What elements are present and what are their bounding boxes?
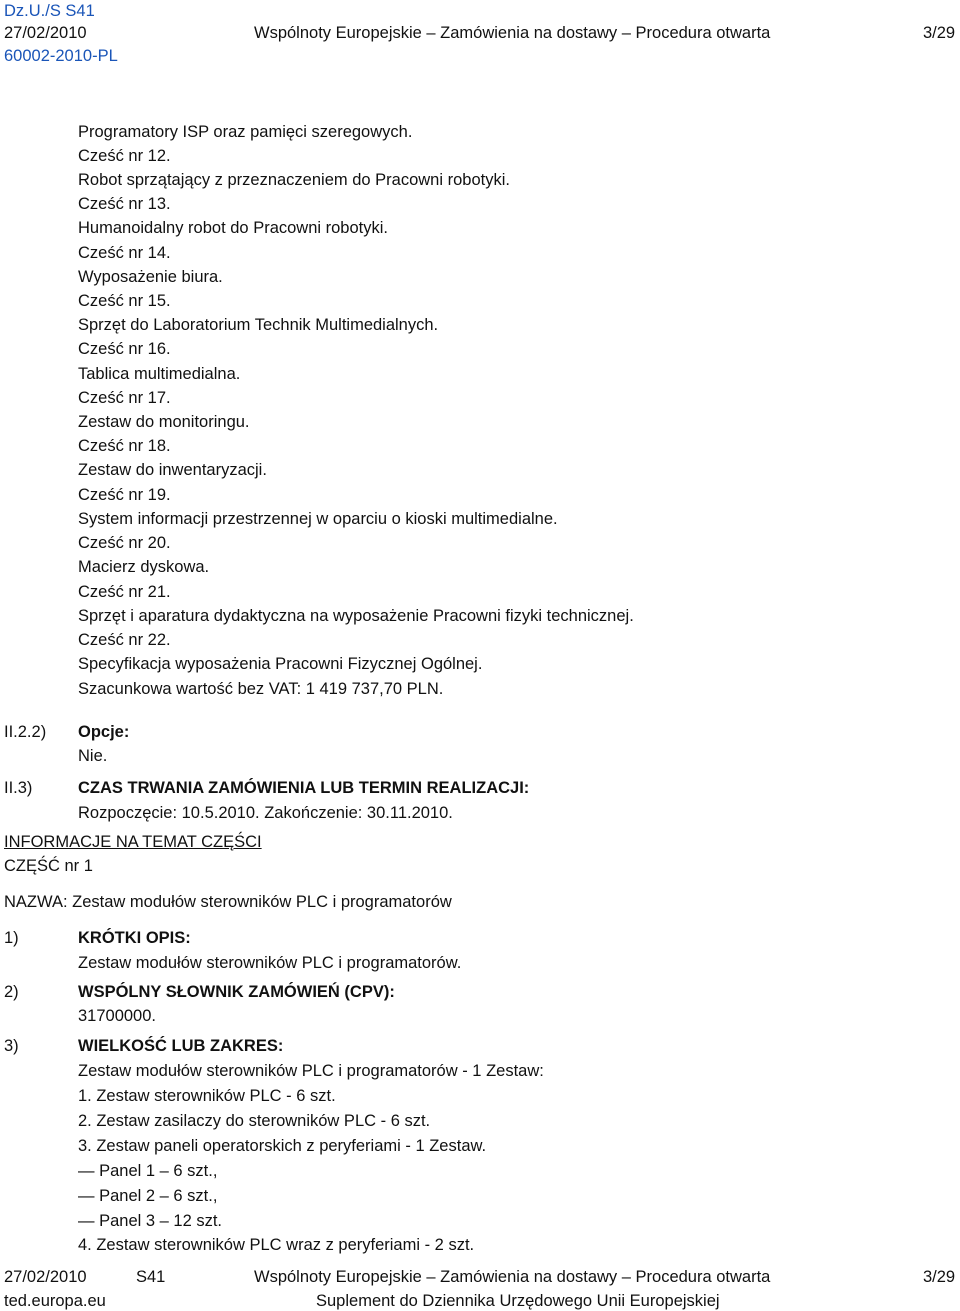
section-number-options: II.2.2) <box>4 723 47 741</box>
scope-line: 2. Zestaw zasilaczy do sterowników PLC - 6 szt. <box>78 1112 431 1130</box>
footer-title: Wspólnoty Europejskie – Zamówienia na dostawy – Procedura otwarta <box>254 1268 771 1286</box>
short-description-label: KRÓTKI OPIS: <box>78 929 191 947</box>
list-line: Cześć nr 12. <box>78 147 171 165</box>
notice-id-link[interactable]: 60002-2010-PL <box>4 47 118 65</box>
list-line: Cześć nr 16. <box>78 340 171 358</box>
list-line: Cześć nr 14. <box>78 244 171 262</box>
list-line: Cześć nr 17. <box>78 389 171 407</box>
list-line: Cześć nr 22. <box>78 631 171 649</box>
list-line: Programatory ISP oraz pamięci szeregowych. <box>78 123 413 141</box>
list-line: Zestaw do inwentaryzacji. <box>78 461 267 479</box>
footer-series: S41 <box>136 1268 166 1286</box>
scope-line: 1. Zestaw sterowników PLC - 6 szt. <box>78 1087 336 1105</box>
list-line: Robot sprzątający z przeznaczeniem do Pracowni robotyki. <box>78 171 510 189</box>
estimated-value: Szacunkowa wartość bez VAT: 1 419 737,70 PLN. <box>78 680 444 698</box>
list-line: Tablica multimedialna. <box>78 365 241 383</box>
scope-value: Zestaw modułów sterowników PLC i programatorów - 1 Zestaw: <box>78 1062 544 1080</box>
cpv-value: 31700000. <box>78 1007 156 1025</box>
lot-number: CZĘŚĆ nr 1 <box>4 857 93 875</box>
header-title: Wspólnoty Europejskie – Zamówienia na dostawy – Procedura otwarta <box>254 24 771 42</box>
list-line: Sprzęt do Laboratorium Technik Multimedialnych. <box>78 316 439 334</box>
journal-ref-link[interactable]: Dz.U./S S41 <box>4 2 95 20</box>
options-value: Nie. <box>78 747 108 765</box>
list-line: Wyposażenie biura. <box>78 268 223 286</box>
list-line: Zestaw do monitoringu. <box>78 413 250 431</box>
duration-value: Rozpoczęcie: 10.5.2010. Zakończenie: 30.11.2010. <box>78 804 453 822</box>
list-line: Cześć nr 15. <box>78 292 171 310</box>
scope-line: 3. Zestaw paneli operatorskich z peryferiami - 1 Zestaw. <box>78 1137 487 1155</box>
list-line: Cześć nr 21. <box>78 583 171 601</box>
lots-heading: INFORMACJE NA TEMAT CZĘŚCI <box>4 833 262 851</box>
header-date: 27/02/2010 <box>4 24 87 42</box>
section-number-duration: II.3) <box>4 779 33 797</box>
list-line: Cześć nr 20. <box>78 534 171 552</box>
duration-label: CZAS TRWANIA ZAMÓWIENIA LUB TERMIN REALIZACJI: <box>78 779 530 797</box>
scope-subline: — Panel 3 – 12 szt. <box>78 1212 222 1230</box>
options-label: Opcje: <box>78 723 130 741</box>
list-line: Cześć nr 13. <box>78 195 171 213</box>
item-number: 2) <box>4 983 19 1001</box>
footer-site: ted.europa.eu <box>4 1292 106 1310</box>
header-page-number: 3/29 <box>923 24 956 42</box>
list-line: Cześć nr 18. <box>78 437 171 455</box>
scope-subline: — Panel 2 – 6 szt., <box>78 1187 218 1205</box>
list-line: Macierz dyskowa. <box>78 558 210 576</box>
scope-label: WIELKOŚĆ LUB ZAKRES: <box>78 1037 284 1055</box>
lot-name: NAZWA: Zestaw modułów sterowników PLC i programatorów <box>4 893 452 911</box>
list-line: Specyfikacja wyposażenia Pracowni Fizycznej Ogólnej. <box>78 655 483 673</box>
item-number: 1) <box>4 929 19 947</box>
footer-supplement: Suplement do Dziennika Urzędowego Unii Europejskiej <box>316 1292 720 1310</box>
footer-page-number: 3/29 <box>923 1268 956 1286</box>
footer-date: 27/02/2010 <box>4 1268 87 1286</box>
item-number: 3) <box>4 1037 19 1055</box>
scope-subline: — Panel 1 – 6 szt., <box>78 1162 218 1180</box>
scope-line: 4. Zestaw sterowników PLC wraz z peryferiami - 2 szt. <box>78 1236 475 1254</box>
cpv-label: WSPÓLNY SŁOWNIK ZAMÓWIEŃ (CPV): <box>78 983 395 1001</box>
list-line: Humanoidalny robot do Pracowni robotyki. <box>78 219 388 237</box>
list-line: System informacji przestrzennej w oparciu o kioski multimedialne. <box>78 510 558 528</box>
short-description-value: Zestaw modułów sterowników PLC i programatorów. <box>78 954 462 972</box>
list-line: Cześć nr 19. <box>78 486 171 504</box>
list-line: Sprzęt i aparatura dydaktyczna na wyposażenie Pracowni fizyki technicznej. <box>78 607 634 625</box>
